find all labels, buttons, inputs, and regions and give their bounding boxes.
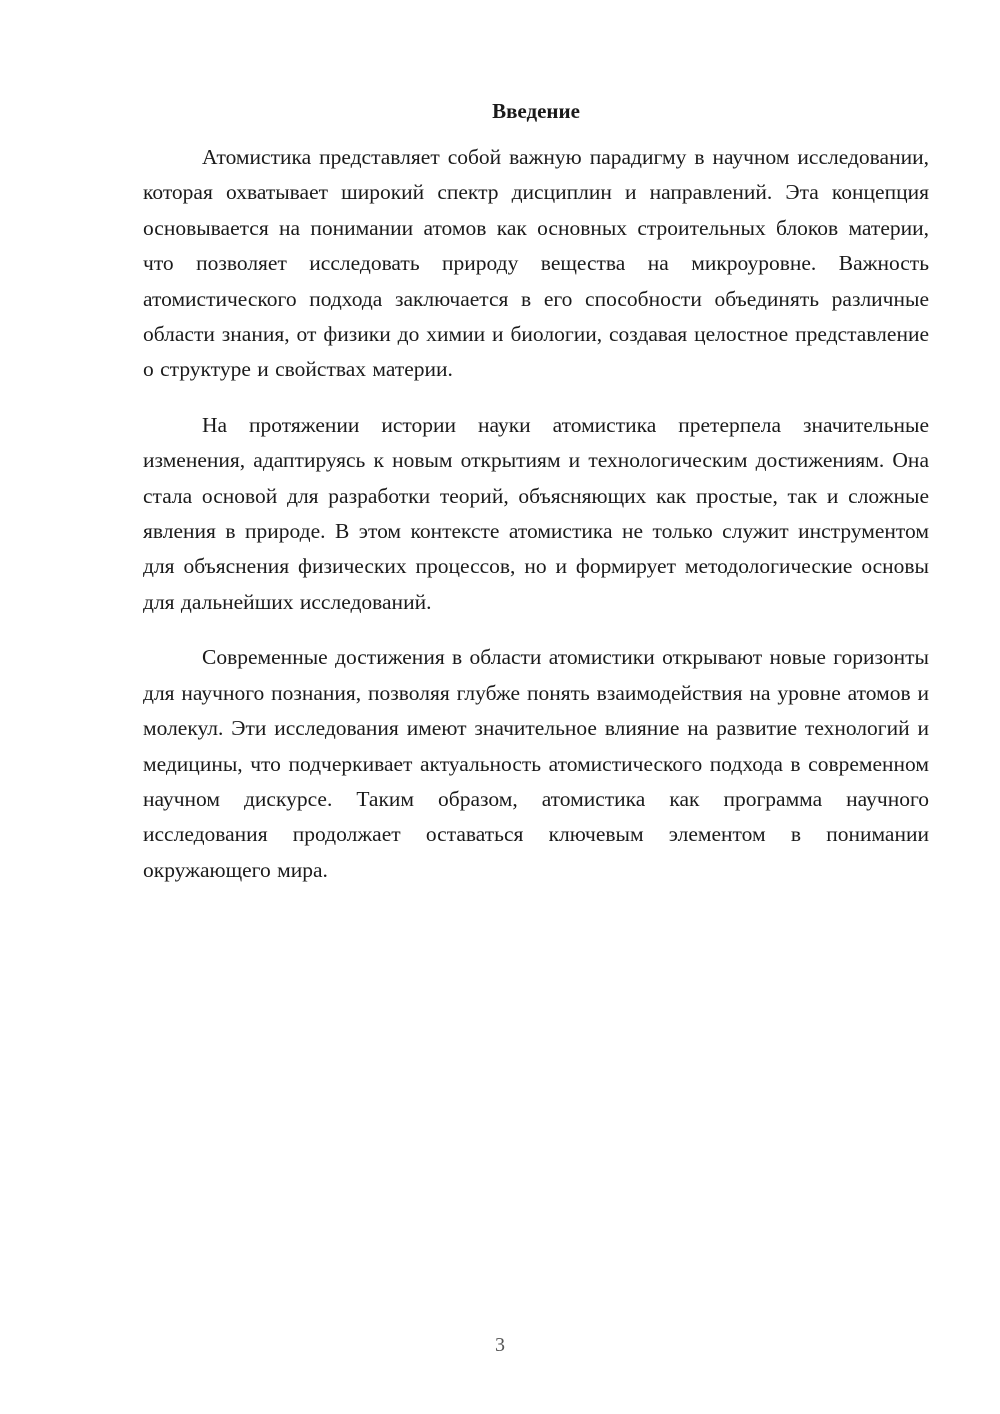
paragraph-2: На протяжении истории науки атомистика претерпела значительные изменения, адаптируясь к новым открытиям и технологическим достижениям. Она стала основой для разработки теорий, объясняющих как простые, так и сложные явления в природе. В этом контексте атомистика не только служит инструментом для объяснения физических процессов, но и формирует методологические основы для дальнейших исследований. xyxy=(143,412,929,614)
page-number: 3 xyxy=(495,1334,505,1356)
paragraph-1: Атомистика представляет собой важную парадигму в научном исследовании, которая охватывает широкий спектр дисциплин и направлений. Эта концепция основывается на понимании атомов как основных строительных блоков материи, что позволяет исследовать природу вещества на микроуровне. Важность атомистического подхода заключается в его способности объединять различные области знания, от физики до химии и биологии, создавая целостное представление о структуре и свойствах материи. xyxy=(143,145,929,382)
page-content xyxy=(143,96,929,908)
section-title: Введение xyxy=(492,99,580,123)
paragraph-3: Современные достижения в области атомистики открывают новые горизонты для научного познания, позволяя глубже понять взаимодействия на уровне атомов и молекул. Эти исследования имеют значительное влияние на развитие технологий и медицины, что подчеркивает актуальность атомистического подхода в современном научном дискурсе. Таким образом, атомистика как программа научного исследования продолжает оставаться ключевым элементом в понимании окружающего мира. xyxy=(143,645,929,882)
